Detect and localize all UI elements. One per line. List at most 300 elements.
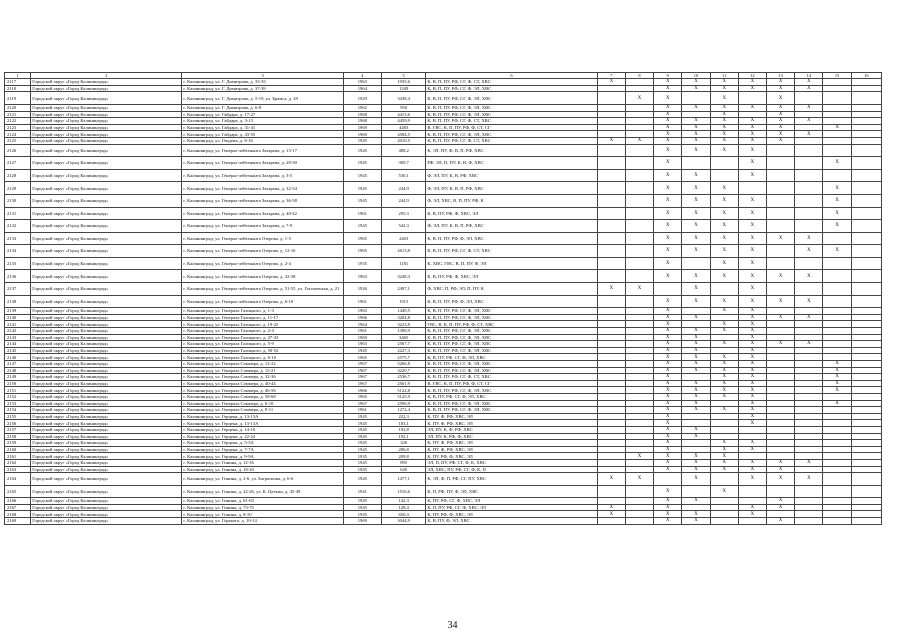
year-cell: 1945 [343,498,381,505]
mark-cell: X [654,341,682,348]
table-row [5,485,882,498]
mark-cell: X [823,245,851,258]
year-cell: 1969 [343,334,381,341]
year-cell: 1945 [343,169,381,182]
mark-cell: X [625,473,653,486]
column-number-cell: 14 [795,73,823,79]
mark-cell [851,118,881,125]
mark-cell [823,413,851,420]
owner-cell: Городской округ «Город Калининград» [31,157,182,170]
area-cell: 192,1 [381,433,425,440]
table-row [5,283,882,296]
mark-cell [597,420,625,427]
mark-cell [597,354,625,361]
mark-cell: X [710,321,738,328]
mark-cell [625,440,653,447]
mark-cell: X [682,511,710,518]
area-cell: 488,2 [381,144,425,157]
table-row [5,321,882,328]
mark-cell: X [682,433,710,440]
mark-cell [710,334,738,341]
address-cell: г. Калининград, ул. Герцена, д. 13-13А [182,413,343,420]
mark-cell: X [654,321,682,328]
mark-cell [795,321,823,328]
mark-cell: X [738,420,766,427]
mark-cell [738,453,766,460]
row-number-cell: 2126 [5,144,31,157]
mark-cell [597,393,625,400]
mark-cell [823,79,851,86]
table-row [5,466,882,473]
mark-cell: X [654,347,682,354]
mark-cell [597,308,625,315]
row-number-cell: 2150 [5,380,31,387]
mark-cell [767,334,795,341]
mark-cell: X [738,407,766,414]
elements-cell: К, ЭЛ, Ф, П, РФ, СГ, ПУ, ХВС [426,473,597,486]
address-cell: г. Калининград, ул. Г. Димитрова, д. 6-8 [182,104,343,111]
mark-cell [795,182,823,195]
mark-cell [851,433,881,440]
column-number-cell: 1 [5,73,31,79]
address-cell: г. Калининград, ул. Гайдара, д. 31-41 [182,124,343,131]
mark-cell: X [654,367,682,374]
mark-cell: X [795,131,823,138]
mark-cell: X [767,341,795,348]
elements-cell: К, В, П, ПУ, РФ, Ф, ЭЛ, ХВС [426,232,597,245]
address-cell: г. Калининград, ул. Генерал-лейтенанта Захарова, д. 36-38 [182,194,343,207]
year-cell: 1945 [343,220,381,233]
mark-cell [682,92,710,105]
mark-cell [597,232,625,245]
owner-cell: Городской округ «Город Калининград» [31,420,182,427]
owner-cell: Городской округ «Город Калининград» [31,518,182,525]
row-number-cell: 2146 [5,354,31,361]
mark-cell [767,420,795,427]
column-number-cell: 15 [823,73,851,79]
mark-cell [795,111,823,118]
mark-cell: X [625,92,653,105]
table-row [5,473,882,486]
owner-cell: Городской округ «Город Калининград» [31,426,182,433]
elements-cell: К, ПУ, РФ, Ф, ХВС, ЭЛ [426,453,597,460]
mark-cell: X [654,232,682,245]
mark-cell [597,328,625,335]
row-number-cell: 2161 [5,453,31,460]
mark-cell [767,387,795,394]
mark-cell [625,220,653,233]
row-number-cell: 2138 [5,295,31,308]
owner-cell: Городской округ «Город Калининград» [31,104,182,111]
mark-cell [851,400,881,407]
column-number-cell: 16 [851,73,881,79]
mark-cell: X [767,137,795,144]
mark-cell: X [710,137,738,144]
address-cell: г. Калининград, ул. Гинина, д. 12-16 [182,459,343,466]
column-number-cell: 7 [597,73,625,79]
address-cell: г. Калининград, ул. Герцена, д. 13-13А [182,420,343,427]
mark-cell: X [682,194,710,207]
mark-cell: X [654,207,682,220]
area-cell: 1516,6 [381,485,425,498]
mark-cell: X [597,473,625,486]
mark-cell: X [738,367,766,374]
mark-cell [851,504,881,511]
mark-cell: X [654,354,682,361]
mark-cell: X [682,498,710,505]
year-cell: 1945 [343,157,381,170]
table-row [5,295,882,308]
area-cell: 1349 [381,85,425,92]
mark-cell: X [682,341,710,348]
address-cell: г. Калининград, ул. Герцена, д. 7-7А [182,446,343,453]
mark-cell: X [682,118,710,125]
column-number-cell: 9 [654,73,682,79]
mark-cell [767,220,795,233]
elements-cell: РФ, ЭЛ, П, ПУ, К, В, Ф, ХВС [426,157,597,170]
mark-cell [823,118,851,125]
mark-cell [823,511,851,518]
year-cell: 1945 [343,504,381,511]
row-number-cell: 2156 [5,420,31,427]
mark-cell: X [738,283,766,296]
mark-cell [597,466,625,473]
mark-cell [795,347,823,354]
table-row [5,433,882,440]
elements-cell: К, В, П, ПУ, РФ, СГ, Ф, ЭЛ, ХВС [426,308,597,315]
mark-cell: X [738,380,766,387]
mark-cell [795,257,823,270]
mark-cell [625,446,653,453]
mark-cell: X [710,354,738,361]
area-cell: 1306,9 [381,328,425,335]
mark-cell: X [654,466,682,473]
table-row [5,131,882,138]
mark-cell [597,220,625,233]
mark-cell [625,518,653,525]
mark-cell: X [682,85,710,92]
mark-cell [597,314,625,321]
mark-cell [851,270,881,283]
mark-cell: X [738,328,766,335]
mark-cell: X [823,182,851,195]
owner-cell: Городской округ «Город Калининград» [31,207,182,220]
mark-cell [767,446,795,453]
mark-cell [710,511,738,518]
mark-cell [795,498,823,505]
mark-cell: X [682,347,710,354]
mark-cell [767,511,795,518]
mark-cell [625,245,653,258]
register-table-body [5,73,882,525]
mark-cell: X [682,453,710,460]
table-row [5,334,882,341]
mark-cell [625,314,653,321]
mark-cell: X [738,85,766,92]
elements-cell: Ф, ЭЛ, ПУ, К, В, РФ, ХВС [426,169,597,182]
mark-cell: X [738,321,766,328]
mark-cell: X [682,169,710,182]
mark-cell: X [654,79,682,86]
mark-cell: X [654,131,682,138]
mark-cell: X [738,466,766,473]
mark-cell [795,511,823,518]
mark-cell [795,518,823,525]
elements-cell: К, ПУ, Ф, РФ, ХВС, ЭЛ [426,446,597,453]
mark-cell: X [682,380,710,387]
mark-cell [597,413,625,420]
year-cell: 1945 [343,473,381,486]
table-row [5,314,882,321]
mark-cell: X [710,182,738,195]
mark-cell: X [654,92,682,105]
mark-cell [597,361,625,368]
owner-cell: Городской округ «Город Калининград» [31,459,182,466]
mark-cell: X [738,220,766,233]
row-number-cell: 2144 [5,341,31,348]
mark-cell [597,257,625,270]
owner-cell: Городской округ «Город Калининград» [31,245,182,258]
mark-cell [625,270,653,283]
mark-cell [851,446,881,453]
mark-cell [710,314,738,321]
mark-cell: X [682,104,710,111]
mark-cell [851,453,881,460]
mark-cell [795,220,823,233]
mark-cell: X [738,207,766,220]
column-number-cell: 11 [710,73,738,79]
mark-cell [795,504,823,511]
row-number-cell: 2140 [5,314,31,321]
elements-cell: К, В, П, ПУ, РФ, СГ, Ф, ЭЛ, ХВС [426,328,597,335]
mark-cell [851,104,881,111]
year-cell: 1967 [343,367,381,374]
mark-cell: X [738,511,766,518]
mark-cell: X [654,400,682,407]
mark-cell: X [654,169,682,182]
owner-cell: Городской округ «Город Калининград» [31,400,182,407]
owner-cell: Городской округ «Город Калининград» [31,498,182,505]
mark-cell: X [738,354,766,361]
address-cell: г. Калининград, ул. Гинина, д. 61-63 [182,498,343,505]
mark-cell [597,169,625,182]
table-row [5,380,882,387]
column-number-cell: 4 [343,73,381,79]
owner-cell: Городской округ «Город Калининград» [31,232,182,245]
mark-cell [795,485,823,498]
elements-cell: К, ЭЛ, ПУ, Ф, В, П, РФ, ХВС [426,144,597,157]
area-cell: 1181 [381,257,425,270]
year-cell: 1945 [343,144,381,157]
mark-cell [738,426,766,433]
mark-cell [682,257,710,270]
mark-cell [851,354,881,361]
mark-cell [738,433,766,440]
mark-cell [682,157,710,170]
table-row [5,367,882,374]
mark-cell: X [767,124,795,131]
mark-cell [851,498,881,505]
mark-cell [851,144,881,157]
mark-cell: X [823,380,851,387]
mark-cell [851,137,881,144]
mark-cell [767,257,795,270]
year-cell: 1945 [343,440,381,447]
area-cell: 3465 [381,334,425,341]
row-number-cell: 2168 [5,511,31,518]
mark-cell: X [654,220,682,233]
mark-cell: X [654,182,682,195]
table-row [5,308,882,315]
mark-cell [795,393,823,400]
mark-cell [851,374,881,381]
mark-cell [682,374,710,381]
area-cell: 295,3 [381,207,425,220]
owner-cell: Городской округ «Город Калининград» [31,473,182,486]
mark-cell: X [710,328,738,335]
year-cell: 1964 [343,85,381,92]
mark-cell: X [654,511,682,518]
mark-cell: X [710,387,738,394]
year-cell: 1963 [343,308,381,315]
mark-cell: X [654,440,682,447]
mark-cell: X [597,79,625,86]
mark-cell [738,498,766,505]
year-cell: 1969 [343,518,381,525]
year-cell: 1965 [343,232,381,245]
mark-cell: X [795,104,823,111]
row-number-cell: 2145 [5,347,31,354]
mark-cell: X [738,374,766,381]
table-row [5,169,882,182]
mark-cell [795,367,823,374]
year-cell: 1969 [343,131,381,138]
table-row [5,341,882,348]
owner-cell: Городской округ «Город Калининград» [31,79,182,86]
mark-cell: X [625,283,653,296]
mark-cell [823,104,851,111]
area-cell: 542,3 [381,220,425,233]
mark-cell: X [654,314,682,321]
mark-cell [597,446,625,453]
mark-cell [823,85,851,92]
mark-cell: X [710,446,738,453]
mark-cell: X [682,354,710,361]
address-cell: г. Калининград, ул. Гинина, д. 22-26, ул. К. Цеткин, д. 45-49 [182,485,343,498]
mark-cell: X [682,407,710,414]
row-number-cell: 2142 [5,328,31,335]
mark-cell: X [654,334,682,341]
year-cell: 1965 [343,245,381,258]
mark-cell [625,367,653,374]
mark-cell: X [738,124,766,131]
table-row [5,111,882,118]
address-cell: г. Калининград, ул. Герцена, д. 5-5А [182,440,343,447]
mark-cell: X [710,257,738,270]
mark-cell [625,111,653,118]
mark-cell [767,413,795,420]
mark-cell [597,400,625,407]
mark-cell: X [710,245,738,258]
mark-cell [597,111,625,118]
elements-cell: К, В, ПУ, РФ, СГ, Ф, ЭЛ, ХВС [426,393,597,400]
mark-cell [597,321,625,328]
row-number-cell: 2143 [5,334,31,341]
mark-cell [767,407,795,414]
mark-cell [851,347,881,354]
mark-cell [625,498,653,505]
owner-cell: Городской округ «Город Калининград» [31,511,182,518]
row-number-cell: 2158 [5,433,31,440]
table-row [5,440,882,447]
year-cell: 1945 [343,433,381,440]
mark-cell: X [738,131,766,138]
mark-cell [767,169,795,182]
year-cell: 1967 [343,400,381,407]
mark-cell [851,314,881,321]
table-row [5,400,882,407]
year-cell: 1966 [343,314,381,321]
owner-cell: Городской округ «Город Калининград» [31,85,182,92]
elements-cell: ЭЛ, ПУ, К, Ф, РФ, ХВС [426,426,597,433]
mark-cell [851,511,881,518]
mark-cell [625,387,653,394]
mark-cell: X [654,380,682,387]
row-number-cell: 2160 [5,446,31,453]
address-cell: г. Калининград, ул. Генерала Галицкого, д. 27-33 [182,334,343,341]
mark-cell: X [738,387,766,394]
mark-cell [597,118,625,125]
mark-cell: X [710,466,738,473]
mark-cell [851,169,881,182]
year-cell: 1965 [343,354,381,361]
row-number-cell: 2157 [5,426,31,433]
mark-cell [710,157,738,170]
year-cell: 1945 [343,420,381,427]
row-number-cell: 2118 [5,85,31,92]
owner-cell: Городской округ «Город Калининград» [31,393,182,400]
mark-cell [851,440,881,447]
mark-cell [767,400,795,407]
mark-cell: X [654,328,682,335]
elements-cell: Ф, ЭЛ, ХВС, В, П, ПУ, РФ, К [426,194,597,207]
elements-cell: ГВС, В, К, П, ПУ, РФ, Ф, СТ, ХВС [426,321,597,328]
mark-cell [823,440,851,447]
area-cell: 244,9 [381,194,425,207]
mark-cell [851,232,881,245]
mark-cell [625,131,653,138]
year-cell: 1963 [343,79,381,86]
mark-cell [795,137,823,144]
mark-cell: X [795,85,823,92]
address-cell: г. Калининград, ул. Герцена, д. 14-16 [182,426,343,433]
mark-cell: X [654,407,682,414]
year-cell: 1969 [343,124,381,131]
mark-cell: X [738,245,766,258]
mark-cell [682,308,710,315]
elements-cell: К, В, П, ПУ, РФ, СГ, Ф, ЭЛ, ХВС [426,104,597,111]
mark-cell: X [738,440,766,447]
mark-cell: X [597,504,625,511]
elements-cell: К, В, П, ПУ, РФ, СГ, Ф, ЭЛ, ХВС [426,407,597,414]
year-cell: 1962 [343,104,381,111]
mark-cell [767,182,795,195]
mark-cell [597,131,625,138]
year-cell: 1961 [343,207,381,220]
table-row [5,361,882,368]
mark-cell [767,354,795,361]
area-cell: 4459,9 [381,118,425,125]
